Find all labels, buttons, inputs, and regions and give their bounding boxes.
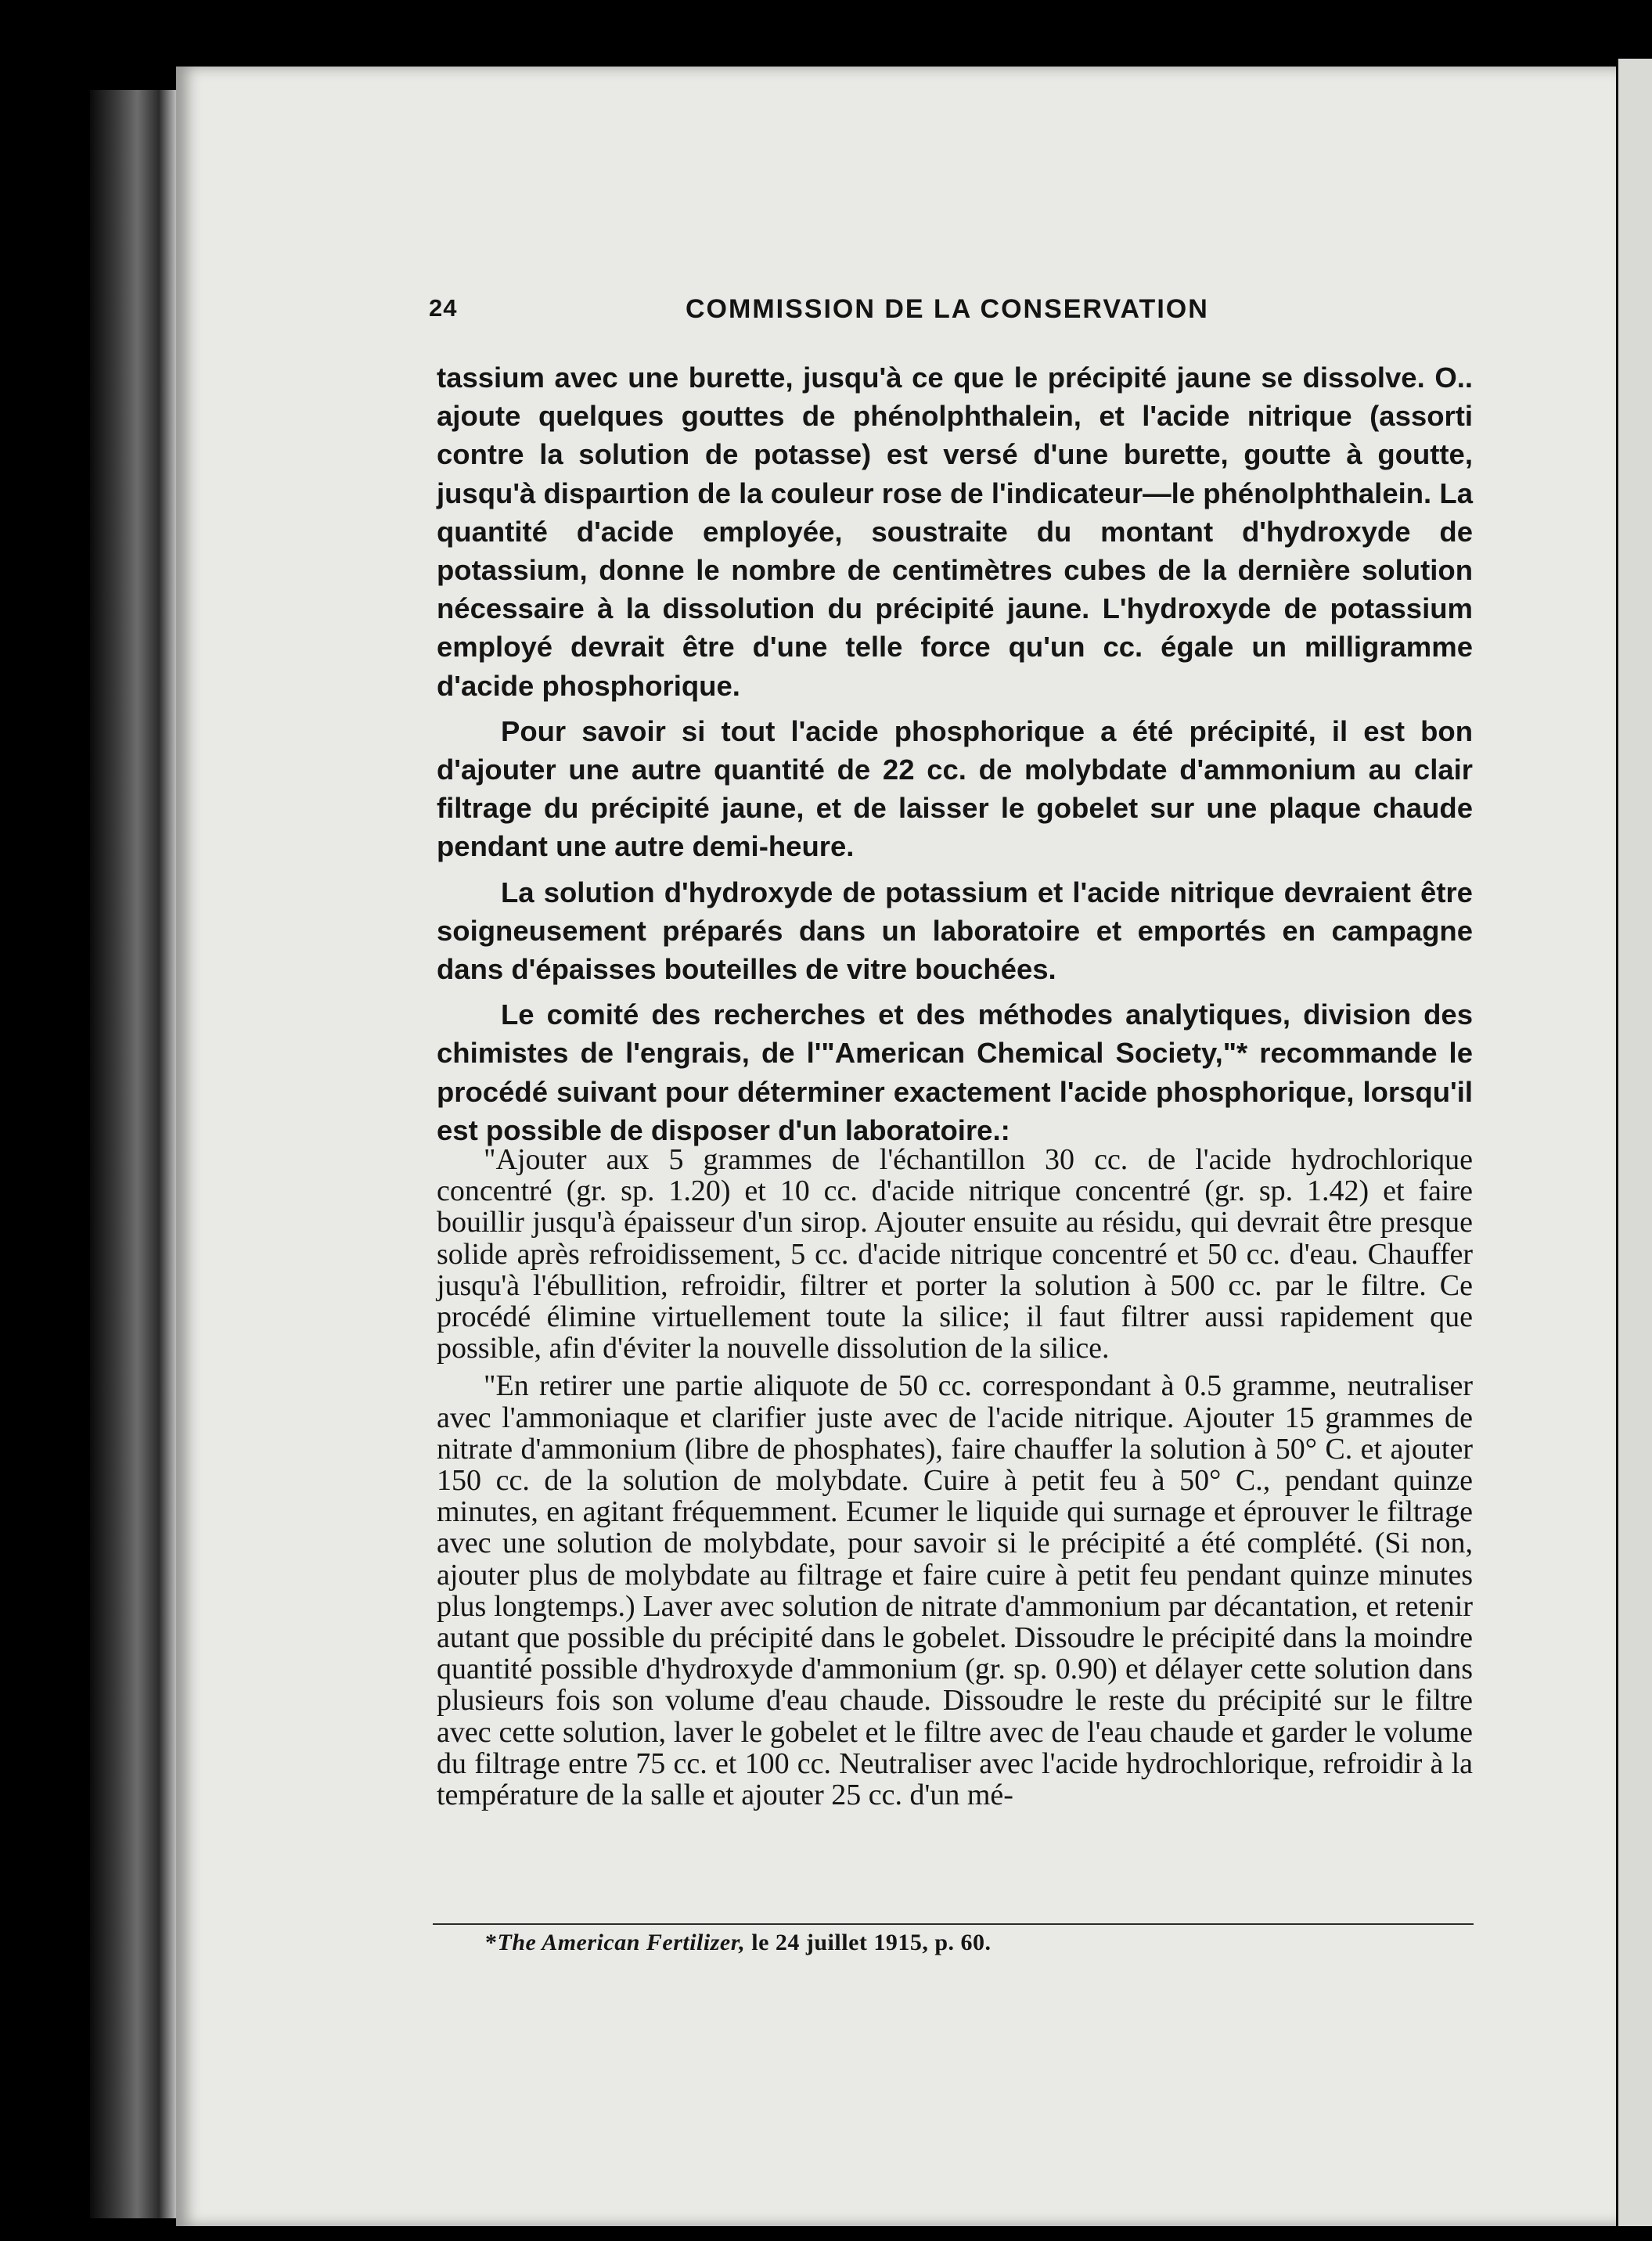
quoted-procedure (437, 1144, 1473, 1817)
paragraph-continuation: tassium avec une burette, jusqu'à ce que le précipité jaune se dissolve. O.. ajoute quelques gouttes de phénolphthalein, et l'acide nitrique (assorti contre la solution de potasse) est versé d'une burette, goutte à goutte, jusqu'à dispaırtion de la couleur rose de l'indicateur—le phénolphthalein. La quantité d'acide employée, soustraite du montant d'hydroxyde de potassium, donne le nombre de centimètres cubes de la dernière solution nécessaire à la dissolution du précipité jaune. L'hydroxyde de potassium employé devrait être d'une telle force qu'un cc. égale un milligramme d'acide phosphorique. (437, 362, 1473, 702)
quote-paragraph: "En retirer une partie aliquote de 50 cc. correspondant à 0.5 gramme, neutraliser avec l'ammoniaque et clarifier juste avec de l'acide nitrique. Ajouter 15 grammes de nitrate d'ammonium (libre de phosphates), faire chauffer la solution à 50° C. et ajouter 150 cc. de la solution de molybdate. Cuire à petit feu à 50° C., pendant quinze minutes, en agitant fréquemment. Ecumer le liquide qui surnage et éprouver le filtrage avec une solution de molybdate, pour savoir si le précipité a été complété. (Si non, ajouter plus de molybdate au filtrage et faire cuire à petit feu pendant quinze minutes plus longtemps.) Laver avec solution de nitrate d'ammonium par décantation, et retenir autant que possible du précipité dans le gobelet. Dissoudre le précipité dans la moindre quantité possible d'hydroxyde d'ammonium (gr. sp. 0.90) et délayer cette solution dans plusieurs fois son volume d'eau chaude. Dissoudre le reste du précipité sur le filtre avec cette solution, laver le gobelet et le filtre avec de l'eau chaude et garder le volume du filtrage entre 75 cc. et 100 cc. Neutraliser avec l'acide hydrochlorique, refroidir à la température de la salle et ajouter 25 cc. d'un mé- (437, 1369, 1473, 1812)
footnote-title: The American Fertilizer, (497, 1930, 746, 1955)
paragraph: Pour savoir si tout l'acide phosphorique a été précipité, il est bon d'ajouter une autre quantité de 22 cc. de molybdate d'ammonium au clair filtrage du précipité jaune, et de laisser le gobelet sur une plaque chaude pendant une autre demi-heure. (437, 714, 1473, 863)
facing-page-edge (1618, 59, 1652, 2226)
quote-paragraph: "Ajouter aux 5 grammes de l'échantillon 30 cc. de l'acide hydrochlorique concentré (gr. sp. 1.20) et 10 cc. d'acide nitrique concentré (gr. sp. 1.42) et faire bouillir jusqu'à épaisseur d'un sirop. Ajouter ensuite au résidu, qui devrait être presque solide après refroidissement, 5 cc. d'acide nitrique concentré et 50 cc. d'eau. Chauffer jusqu'à l'ébullition, refroidir, filtrer et porter la solution à 500 cc. par le filtre. Ce procédé élimine virtuellement toute la silice; il faut filtrer aussi rapidement que possible, afin d'éviter la nouvelle dissolution de la silice. (437, 1143, 1473, 1365)
paragraph: La solution d'hydroxyde de potassium et l'acide nitrique devraient être soigneusement préparés dans un laboratoire et emportés en campagne dans d'épaisses bouteilles de vitre bouchées. (437, 876, 1473, 986)
footnote (485, 1930, 992, 1956)
footnote-rule (433, 1923, 1474, 1925)
running-head: COMMISSION DE LA CONSERVATION (686, 294, 1209, 324)
paragraph: Le comité des recherches et des méthodes analytiques, division des chimistes de l'engrais, de l'"American Chemical Society,"* recommande le procédé suivant pour déterminer exactement l'acide phosphorique, lorsqu'il est possible de disposer d'un laboratoire.: (437, 998, 1473, 1146)
page-number: 24 (429, 294, 458, 322)
footnote-marker: * (485, 1930, 498, 1955)
page-header (429, 294, 1470, 329)
footnote-text: le 24 juillet 1915, p. 60. (745, 1930, 992, 1955)
book-binding-edge (90, 90, 176, 2218)
body-text (437, 358, 1473, 1156)
